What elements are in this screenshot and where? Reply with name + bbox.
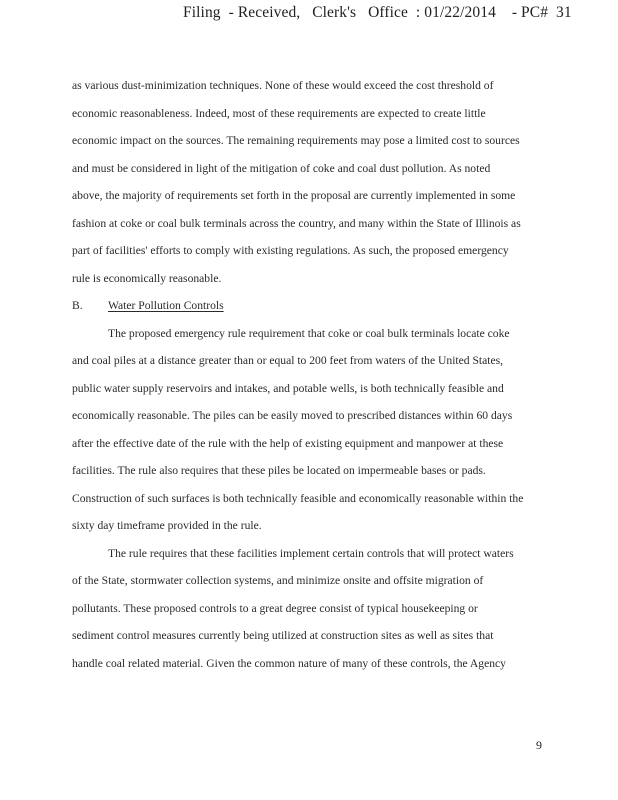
paragraph-line: and must be considered in light of the mitigation of coke and coal dust pollution. As noted	[72, 161, 491, 175]
paragraph-line: sediment control measures currently being utilized at construction sites as well as sites that	[72, 629, 494, 642]
paragraph-line: economic reasonableness. Indeed, most of these requirements are expected to create little	[72, 106, 486, 120]
paragraph-line: above, the majority of requirements set forth in the proposal are currently implemented in some	[72, 189, 516, 202]
paragraph-line: part of facilities' efforts to comply with existing regulations. As such, the proposed emergency	[72, 244, 509, 257]
section-heading	[72, 292, 548, 320]
paragraph-line: fashion at coke or coal bulk terminals across the country, and many within the State of Illinois as	[72, 216, 521, 230]
document-body	[72, 72, 548, 677]
paragraph-line: facilities. The rule also requires that these piles be located on impermeable bases or pads.	[72, 464, 486, 477]
section-title: Water Pollution Controls	[108, 299, 224, 312]
paragraph-line: and coal piles at a distance greater than or equal to 200 feet from waters of the United States,	[72, 354, 504, 367]
paragraph-line: sixty day timeframe provided in the rule.	[72, 519, 262, 532]
paragraph-line: economically reasonable. The piles can be easily moved to prescribed distances within 60 days	[72, 409, 513, 422]
paragraph-line: economic impact on the sources. The remaining requirements may pose a limited cost to sources	[72, 134, 520, 147]
paragraph-line: handle coal related material. Given the common nature of many of these controls, the Agency	[72, 656, 506, 670]
paragraph-line: The rule requires that these facilities implement certain controls that will protect waters	[108, 546, 514, 560]
page-number: 9	[536, 738, 542, 752]
filing-stamp: Filing - Received, Clerk's Office : 01/22/2014 - PC# 31	[183, 4, 572, 21]
paragraph-line: of the State, stormwater collection systems, and minimize onsite and offsite migration of	[72, 574, 484, 587]
paragraph-line: Construction of such surfaces is both technically feasible and economically reasonable within the	[72, 491, 524, 505]
paragraph-line: The proposed emergency rule requirement that coke or coal bulk terminals locate coke	[108, 326, 510, 340]
paragraph-line: as various dust-minimization techniques. None of these would exceed the cost threshold of	[72, 79, 494, 92]
section-letter: B.	[72, 299, 83, 312]
paragraph-line: public water supply reservoirs and intakes, and potable wells, is both technically feasible and	[72, 381, 504, 395]
paragraph-line: rule is economically reasonable.	[72, 271, 222, 285]
paragraph-line: after the effective date of the rule with the help of existing equipment and manpower at these	[72, 436, 504, 450]
paragraph-line: pollutants. These proposed controls to a great degree consist of typical housekeeping or	[72, 601, 478, 615]
